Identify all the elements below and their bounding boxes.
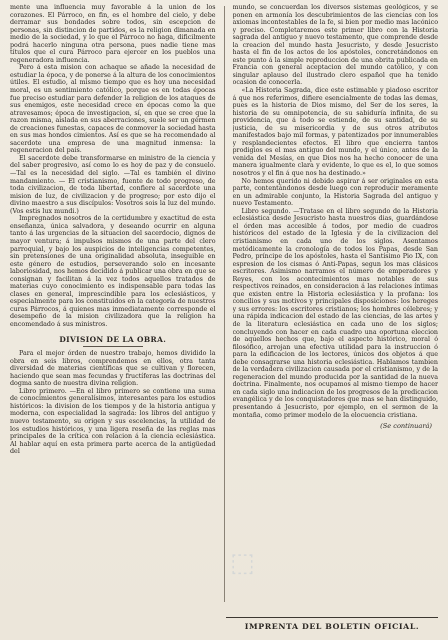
paragraph: «La Historia Sagrada, dice este estimable y piadoso escritor á que nos referimos, difiere esencialmente de todas las demas, pues es la historia de Dios mismo, del Ser de los seres, la historia de su omnipotencia, de su sabiduría infinita, de su providencia, que á todo se estiende, de su santidad, de su justicia, de su misericordia y de sus otros atributos manifestados bajo mil formas, y patentizados por innumerables y resplandecientes efectos. El libro que encierra tantos prodigios es el mas antiguo del mundo, y el único, antes de la venida del Mesías, en que Dios nos ha hecho conocer de una manera igualmente clara y evidente, lo que es el, lo que somos nosotros y el fin á que nos ha destinado.» bbox=[232, 87, 439, 178]
printer-imprint: IMPRENTA DEL BOLETIN OFICIAL. bbox=[226, 617, 438, 631]
paragraph: mundo, se concuerdan los diversos sistemas geológicos, y se ponen en armonía los descubrimientos de las ciencias con los axiomas incontestables de la fe, si bien por medio mas lacónico y preciso. Completaremos este primer libro con la Historia sagrada del antiguo y nuevo testamento, que comprende desde la creacion del mundo hasta Jesucristo, y desde Jesucristo hasta el fin de los actos de los apóstoles, concretándonos en este punto á la simple reproduccion de una obrita publicada en Francia con general aceptacion del mundo católico, y con singular aplauso del ilustrado clero español que ha tenido ocasion de conocerla. bbox=[232, 4, 439, 87]
paragraph: Impregnados nosotros de la certidumbre y exactitud de esta enseñanza, única salvadora, y deseando ocurrir en alguna tanto á las urgencias de la situacion del sacerdocio, dignos de mayor ventura; á impulsos mismos de una parte del clero parroquial, y bajo los auspicios de inteligencias competentes, sin pretensiones de una originalidad absoluta, inseguible en este género de estudios, perseverando solo en incesante laboriosidad, nos hemos decidido á publicar una obra en que se consignan y facilitan á la vez todos aquellos tratados de materias cuyo conocimiento es indispensable para todas las clases en general, imprescindible para los eclesiásticos, y especialmente para los constituidos en la categoría de nuestros curas Párrocos, á quienes mas inmediatamente corresponde el desempeño de la mision civilizadora que la religion ha encomendado á sus ministros. bbox=[10, 215, 216, 328]
section-heading: DIVISION DE LA OBRA. bbox=[59, 334, 167, 344]
paragraph: El sacerdote debe transformarse en ministro de la ciencia y del saber progresivo, así como lo es hoy de paz y de consuelo. —Tal es la necesidad del siglo. —Tal es también el divino mandamiento. — El cristianismo, fuente de todo progreso, de toda civilizacion, de toda libertad, confiere al sacerdote una mision de luz, de civilizacion y de progreso; por esto dijo el divino maestro a sus discípulos: Vosotros sois la luz del mundo. (Vos estis lux mundi.) bbox=[10, 154, 216, 215]
left-column bbox=[10, 4, 216, 618]
paragraph: Libro segundo. —Tratase en el libro segundo de la Historia eclesiástica desde Jesucristo hasta nuestros dias, guardándose el órden mas accesible á todos, por medio de cuadros históricos del estado de la Iglesia y de la civilizacion del cristianismo en cada uno de los siglos. Asentamos metódicamente la cronología de todos los Papas, desde San Pedro, príncipe de los apóstoles, hasta el Santísimo Pio IX, con espresion de los cismas ó Anti-Papas, segun los mas clásicos escritores. Asimismo narramos el número de emperadores y Reyes, con los acontecimientos mas notables de sus respectivos reinados, en consideracion á las relaciones íntimas que existen entre la Historia eclesiástica y la profana: los concilios y sus motivos y principales disposiciones: los hereges y sus errores: los escritores cristianos; los hombres célebres; y una rápida indicacion del estado de las ciencias, de las artes y de la literatura eclesiástica en cada uno de los siglos; concluyendo con hacer en cada cuadro una oportuna eleccion de aquellos hechos que, bajo el aspecto histórico, moral ó filosófico, arrojan una efectiva utilidad para la instruccion ó para la edificacion de los lectores, únicos dos objetos á que debe consagrarse una historia eclesiástica. Hablamos tambien de la verdadera civilizacion causada por el cristianismo, y de la regeneracion del mundo producida por la santidad de la nueva doctrina. Finalmente, nos ocupamos al mismo tiempo de hacer en cada siglo una indicacion de los progresos de la predicacion evangélica y de los conquistadores que mas se han distinguido, presentando á Jesucristo, por ejemplo, en el sermon de la montaña, como primer modelo de la elocuencia cristiana. bbox=[232, 207, 439, 419]
column-divider bbox=[224, 6, 225, 602]
right-column bbox=[233, 4, 439, 618]
heading-rule bbox=[83, 346, 143, 347]
paragraph: mente una influencia muy favorable á la union de los corazones. El Párroco, en fin, es el hombre del cielo, y debe derramar sus bondades sobre todos, sin escepcion de personas, sin distincion de partidos, es la religion dimanada en medio de la sociedad, y lo que el Párroco no haga, dificilmente podrá hacerlo ninguna otra persona, pues nadie tiene mas títulos que el cura Párroco para ejercer en los pueblos una regeneradora influencia. bbox=[10, 4, 216, 64]
paragraph: Pero á esta mision con achaque se añade la necesidad de estudiar la época, y de ponerse á la altura de los conocimientos útiles. El estudio, al mismo tiempo que es hoy una necesidad moral, es un sentimiento católico, porque es en todas épocas fue preciso estudiar para defender la religion de los ataques de sus enemigos, este necesidad crece en épocas como la que atravesamos; época de investigacion, sí, en que se cree que la razon misma, aislada en sus aberraciones, suele ser un gérmen de creaciones funestas, capaces de conmover la sociedad hasta en sus mas hondos cimientos. Así es que se ha recomendado al sacerdote una empresa de una magnitud inmensa: la regeneracion del país. bbox=[10, 64, 216, 155]
text-columns bbox=[10, 4, 438, 618]
paragraph: No hemos querido ni debido aspirar á ser originales en esta parte, contentándonos desde luego con reproducir meramente en un admirable conjunto, la Historia Sagrada del antiguo y nuevo Testamento. bbox=[232, 177, 439, 208]
library-watermark: ⬚ bbox=[230, 548, 256, 578]
paragraph: Para el mejor órden de nuestro trabajo, hemos dividido la obra en seis libros, comprendemos en ellos, otra tanta diversidad de materias científicas que se cultivan y florecen, haciendo que sean mas fecundas y fructíferas las doctrinas del dogma santo de nuestra divina religion. bbox=[10, 350, 216, 388]
continuation-note: (Se continuará) bbox=[380, 422, 433, 431]
paragraph: Libro primero. —En el libro primero se contiene una suma de conocimientos generalísimos, interesantes para los estudios históricos: la division de los tiempos y de la historia antigua y moderna, con especialidad la sagrada: los libros del antiguo y nuevo testamento, su origen y sus escelencias, la utilidad de los estudios históricos, y una ligera reseña de las reglas mas principales de la crítica con relacion á la ciencia eclesiástica. Al hablar aquí en esta primera parte acerca de la antigüedad del bbox=[10, 387, 216, 456]
